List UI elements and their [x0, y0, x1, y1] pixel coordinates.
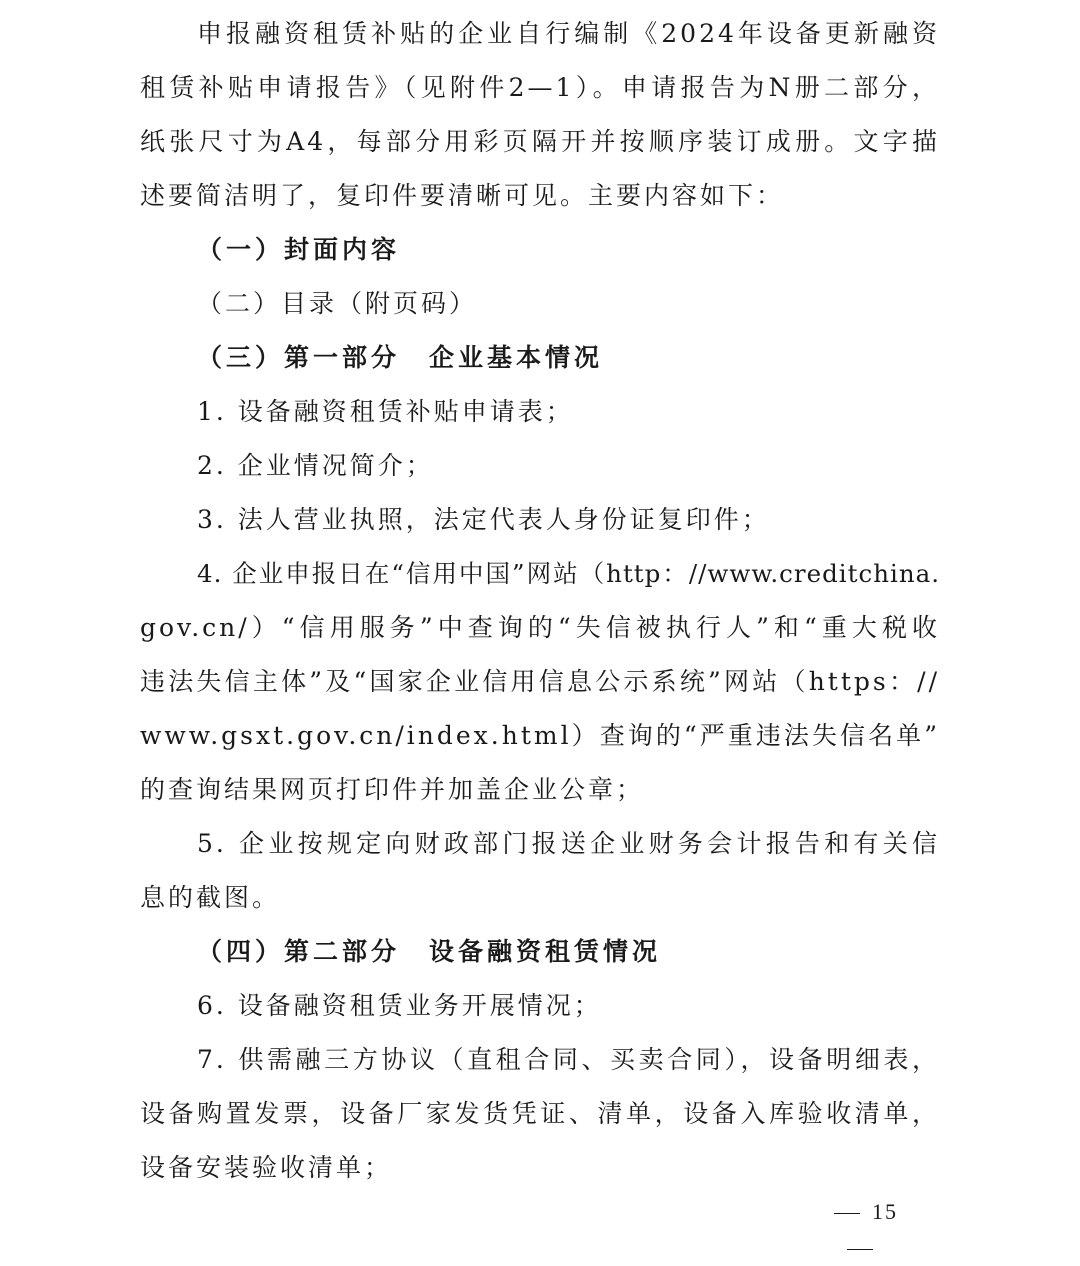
list-item-7-line-1: 7. 供需融三方协议（直租合同、买卖合同），设备明细表，	[197, 1045, 940, 1074]
list-item-7-line-2: 设备购置发票，设备厂家发货凭证、清单，设备入库验收清单，	[140, 1099, 940, 1128]
paragraph-1-line-2: 租赁补贴申请报告》（见附件2—1）。申请报告为N册二部分，	[140, 73, 940, 102]
list-item-4-line-3: 违法失信主体”及“国家企业信用信息公示系统”网站（https：//	[140, 667, 940, 696]
list-item-1: 1. 设备融资租赁补贴申请表；	[197, 397, 574, 426]
list-item-4-line-5: 的查询结果网页打印件并加盖企业公章；	[140, 775, 645, 804]
list-item-3: 3. 法人营业执照，法定代表人身份证复印件；	[197, 505, 770, 534]
list-item-7-line-3: 设备安装验收清单；	[140, 1153, 393, 1182]
section-heading-cover: （一）封面内容	[197, 235, 401, 264]
list-item-4-line-4: www.gsxt.gov.cn/index.html）查询的“严重违法失信名单”	[140, 721, 940, 750]
paragraph-1-line-4: 述要简洁明了，复印件要清晰可见。主要内容如下：	[140, 181, 785, 210]
paragraph-1-line-3: 纸张尺寸为A4，每部分用彩页隔开并按顺序装订成册。文字描	[140, 127, 940, 156]
list-item-4-line-2: gov.cn/）“信用服务”中查询的“失信被执行人”和“重大税收	[140, 613, 940, 642]
page-number	[800, 1194, 920, 1230]
list-item-2: 2. 企业情况简介；	[197, 451, 434, 480]
page-number-dash-right	[847, 1249, 873, 1250]
section-heading-part-two: （四）第二部分 设备融资租赁情况	[197, 937, 662, 966]
paragraph-1-line-1: 申报融资租赁补贴的企业自行编制《2024年设备更新融资	[197, 19, 940, 48]
list-item-6: 6. 设备融资租赁业务开展情况；	[197, 991, 602, 1020]
page-number-dash-left	[834, 1213, 860, 1214]
list-item-4-line-1: 4. 企业申报日在“信用中国”网站（http：//www.creditchina.	[197, 559, 940, 588]
section-heading-part-one: （三）第一部分 企业基本情况	[197, 343, 604, 372]
page-number-value: 15	[872, 1199, 898, 1224]
section-heading-contents: （二）目录（附页码）	[197, 289, 478, 318]
list-item-5-line-1: 5. 企业按规定向财政部门报送企业财务会计报告和有关信	[197, 829, 940, 858]
list-item-5-line-2: 息的截图。	[140, 883, 281, 912]
